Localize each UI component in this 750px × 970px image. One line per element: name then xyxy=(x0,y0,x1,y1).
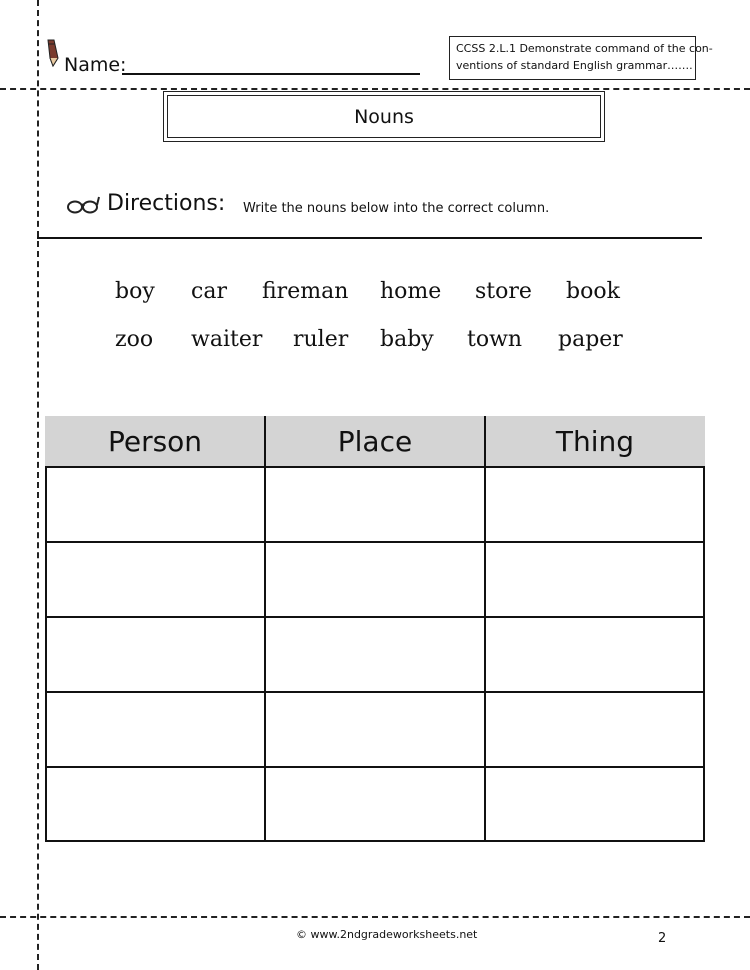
name-write-line[interactable] xyxy=(122,73,420,75)
table-rule xyxy=(45,840,705,842)
table-rule xyxy=(45,466,47,842)
page-number: 2 xyxy=(658,931,667,946)
directions-divider xyxy=(37,237,702,239)
table-cell[interactable] xyxy=(485,542,705,617)
table-rule xyxy=(703,466,705,842)
word-bank-item: paper xyxy=(558,327,623,352)
bottom-cut-guide xyxy=(0,916,750,918)
footer-website: © www.2ndgradeworksheets.net xyxy=(296,928,478,941)
table-rule xyxy=(45,691,705,693)
table-cell[interactable] xyxy=(45,617,265,692)
standard-box xyxy=(449,36,713,80)
standard-line-1: CCSS 2.L.1 Demonstrate command of the con- xyxy=(456,42,713,55)
word-bank-item: town xyxy=(467,327,523,352)
directions-text: Write the nouns below into the correct column. xyxy=(243,201,550,216)
noun-sort-table xyxy=(45,416,705,842)
table-cell[interactable] xyxy=(485,767,705,842)
table-rule xyxy=(264,416,266,842)
vertical-cut-guide xyxy=(37,0,39,970)
table-cell[interactable] xyxy=(265,692,485,767)
table-cell[interactable] xyxy=(485,467,705,542)
word-bank-item: book xyxy=(566,279,620,304)
word-bank-item: ruler xyxy=(293,327,349,352)
top-cut-guide xyxy=(0,88,750,90)
word-bank-item: car xyxy=(191,279,227,304)
column-header-person: Person xyxy=(107,425,203,458)
table-cell[interactable] xyxy=(45,767,265,842)
word-bank-item: fireman xyxy=(262,279,349,304)
page-title: Nouns xyxy=(167,95,601,138)
pencil-icon xyxy=(44,38,62,68)
word-bank-item: store xyxy=(475,279,532,304)
column-header-thing: Thing xyxy=(555,425,635,458)
table-cell[interactable] xyxy=(45,467,265,542)
column-header-place: Place xyxy=(337,425,413,458)
table-rule xyxy=(45,616,705,618)
standard-line-2: ventions of standard English grammar……. xyxy=(456,59,693,72)
table-rule xyxy=(45,766,705,768)
table-rule xyxy=(45,541,705,543)
directions-label: Directions: xyxy=(107,191,226,216)
name-label: Name: xyxy=(64,54,127,76)
table-rule xyxy=(484,416,486,842)
table-cell[interactable] xyxy=(265,467,485,542)
table-cell[interactable] xyxy=(45,692,265,767)
word-bank-item: home xyxy=(380,279,442,304)
glasses-icon xyxy=(66,194,100,216)
table-cell[interactable] xyxy=(485,617,705,692)
table-cell[interactable] xyxy=(265,542,485,617)
title-box xyxy=(163,91,605,142)
table-rule xyxy=(45,466,705,468)
table-cell[interactable] xyxy=(485,692,705,767)
table-cell[interactable] xyxy=(45,542,265,617)
table-cell[interactable] xyxy=(265,767,485,842)
word-bank-item: zoo xyxy=(115,327,154,352)
table-cell[interactable] xyxy=(265,617,485,692)
word-bank-item: baby xyxy=(380,327,434,352)
word-bank-item: waiter xyxy=(191,327,263,352)
word-bank-item: boy xyxy=(115,279,155,304)
